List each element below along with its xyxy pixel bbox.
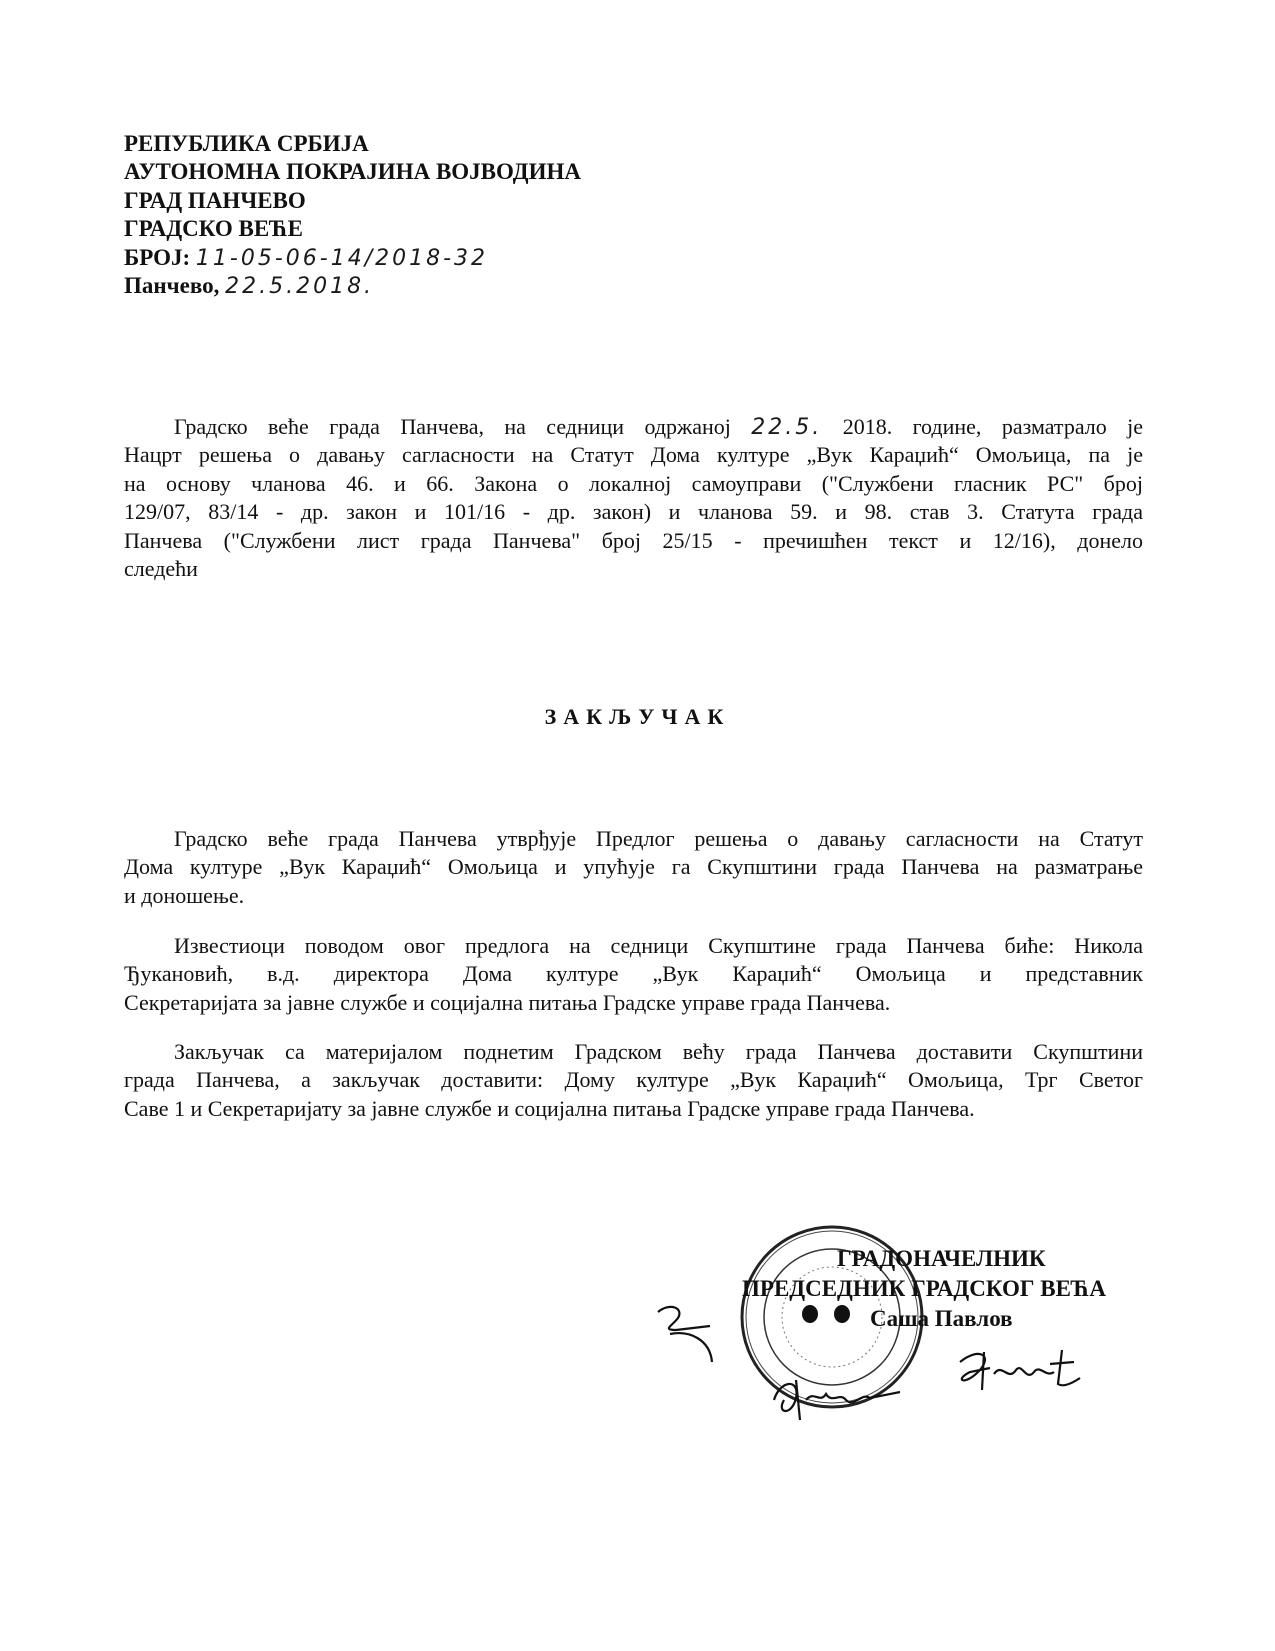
text-span: 2018. године, разматрало је [842,414,1143,439]
stamp-signature [770,1370,910,1430]
place-label: Панчево, [124,272,220,298]
text-line: Дома културе „Вук Караџић“ Омољица и упућује га Скупштини града Панчева на разматрање [124,854,1143,880]
signature-title: ГРАДОНАЧЕЛНИК [837,1246,1046,1271]
text-line: следећи [124,555,198,581]
paragraph-1 [124,825,1143,910]
text-line: на основу чланова 46. и 66. Закона о локалној самоуправи ("Службени гласник РС" број [124,470,1143,496]
handwritten-session-date: 22.5. [751,415,823,440]
text-line: града Панчева, а закључак доставити: Дому културе „Вук Караџић“ Омољица, Трг Светог [124,1067,1143,1093]
handwritten-date: 22.5.2018. [225,273,375,299]
document-header [124,130,581,300]
text-line: Секретаријата за јавне службе и социјална питања Градске управе града Панчева. [124,989,891,1015]
header-line: РЕПУБЛИКА СРБИЈА [124,131,369,156]
text-line: Ђукановић, в.д. директора Дома културе „Вук Караџић“ Омољица и представник [124,961,1143,987]
text-line: Известиоци поводом овог предлога на седници Скупштине града Панчева биће: Никола [174,933,1143,958]
header-line: ГРАД ПАНЧЕВО [124,187,306,213]
document-number [124,244,581,272]
text-line [124,413,1143,441]
initials-signature [650,1300,730,1380]
text-line: 129/07, 83/14 - др. закон и 101/16 - др. закон) и чланова 59. и 98. став 3. Статута града [124,499,1143,525]
text-line: Панчева ("Службени лист града Панчева" број 25/15 - пречишћен текст и 12/16), донело [124,527,1143,553]
text-line: Саве 1 и Секретаријату за јавне службе и социјална питања Градске управе града Панчева. [124,1095,975,1121]
header-line: АУТОНОМНА ПОКРАЈИНА ВОЈВОДИНА [124,159,581,185]
text-line: Закључак са материјалом поднетим Градском већу града Панчева доставити Скупштини [174,1039,1143,1064]
paragraph-3 [124,1038,1143,1123]
header-line: ГРАДСКО ВЕЋЕ [124,216,303,242]
text-line: Градско веће града Панчева утврђује Предлог решења о давању сагласности на Статут [174,826,1143,851]
mayor-signature [950,1342,1090,1402]
handwritten-number: 11-05-06-14/2018-32 [195,245,489,271]
intro-paragraph [124,413,1143,583]
text-line: и доношење. [124,882,245,908]
document-date [124,272,581,300]
paragraph-2 [124,932,1143,1017]
number-label: БРОЈ: [124,244,191,270]
text-line: Нацрт решења о давању сагласности на Статут Дома културе „Вук Караџић“ Омољица, па је [124,442,1143,468]
text-span: Градско веће града Панчева, на седници одржаној [174,414,731,439]
document-title: ЗАКЉУЧАК [544,704,731,729]
signature-name: Саша Павлов [870,1306,1013,1331]
signature-role: ПРЕДСЕДНИК ГРАДСКОГ ВЕЋА [742,1276,1106,1301]
